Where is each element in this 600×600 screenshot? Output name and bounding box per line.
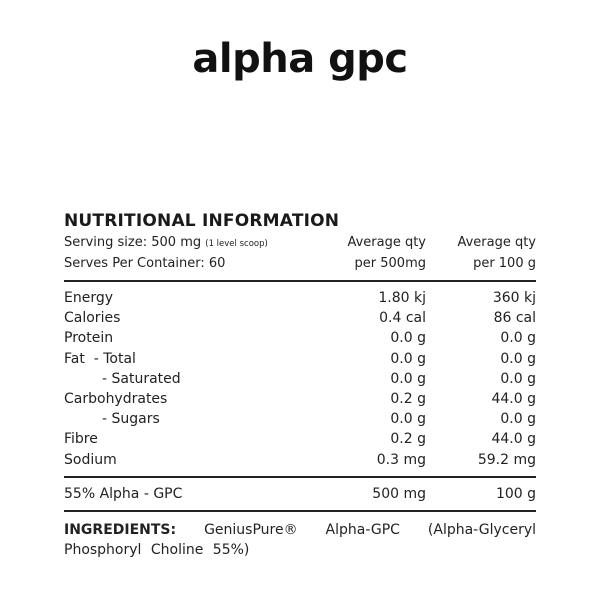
nutrition-panel: [64, 209, 536, 560]
active-ingredient-per-100g: 100 g: [495, 485, 536, 502]
nutrient-per-serve: 0.0 g: [390, 350, 426, 367]
nutrient-row: [64, 288, 536, 308]
serves-per-container: Serves Per Container: 60: [64, 256, 226, 271]
nutrient-row: [64, 429, 536, 449]
serving-row-2: [64, 254, 536, 274]
active-ingredient-row: [64, 478, 536, 510]
nutrient-per-100g: 44.0 g: [491, 431, 536, 448]
nutrient-per-serve: 0.0 g: [390, 370, 426, 387]
active-ingredient-per-serve: 500 mg: [372, 485, 426, 502]
nutrient-per-100g: 44.0 g: [491, 391, 536, 408]
nutrient-per-serve: 0.0 g: [390, 330, 426, 347]
nutrient-per-100g: 86 cal: [493, 310, 536, 327]
nutrient-per-serve: 1.80 kj: [378, 290, 426, 306]
nutrient-label: Carbohydrates: [64, 391, 168, 408]
nutrient-row: [64, 389, 536, 409]
serving-size: [64, 233, 316, 254]
nutrient-row: [64, 349, 536, 369]
col2-header-line2: per 100 g: [473, 256, 536, 271]
nutrition-heading: NUTRITIONAL INFORMATION: [64, 211, 340, 231]
ingredients-text: GeniusPure® Alpha-GPC (Alpha-Glyceryl Phosphoryl Choline 55%): [64, 521, 536, 558]
col1-header-line1: Average qty: [347, 235, 426, 250]
nutrient-per-100g: 59.2 mg: [477, 451, 536, 468]
ingredients-label: INGREDIENTS:: [64, 521, 177, 538]
nutrient-per-100g: 360 kj: [492, 290, 536, 306]
nutrient-per-serve: 0.3 mg: [376, 451, 426, 468]
nutrient-label: Fibre: [64, 431, 98, 448]
nutrient-per-100g: 0.0 g: [500, 330, 536, 347]
nutrient-row: [64, 369, 536, 389]
nutrient-per-serve: 0.0 g: [390, 411, 426, 428]
nutrient-per-serve: 0.4 cal: [379, 310, 426, 327]
nutrient-label: Protein: [64, 330, 114, 347]
nutrient-label: Calories: [64, 310, 121, 327]
ingredients-block: [64, 512, 536, 560]
serving-row-1: [64, 233, 536, 254]
product-title: alpha gpc: [192, 36, 408, 82]
nutrient-label: - Saturated: [102, 370, 181, 387]
nutrient-per-100g: 0.0 g: [500, 370, 536, 387]
nutrient-per-100g: 0.0 g: [500, 411, 536, 428]
active-ingredient-label: 55% Alpha - GPC: [64, 485, 183, 502]
nutrient-row: [64, 409, 536, 429]
nutrient-per-100g: 0.0 g: [500, 350, 536, 367]
col2-header-line1: Average qty: [457, 235, 536, 250]
nutrient-label: Fat - Total: [64, 350, 136, 367]
serving-size-note: (1 level scoop): [205, 239, 268, 249]
nutrient-label: - Sugars: [102, 411, 160, 428]
nutrient-row: [64, 308, 536, 328]
nutrient-label: Energy: [64, 290, 114, 306]
col1-header-line2: per 500mg: [354, 256, 426, 271]
nutrient-per-serve: 0.2 g: [390, 431, 426, 448]
nutrient-rows: [64, 282, 536, 476]
serving-size-label: Serving size: 500 mg: [64, 235, 202, 250]
nutrient-label: Sodium: [64, 451, 117, 468]
nutrient-row: [64, 450, 536, 470]
nutrient-per-serve: 0.2 g: [390, 391, 426, 408]
nutrient-row: [64, 328, 536, 348]
